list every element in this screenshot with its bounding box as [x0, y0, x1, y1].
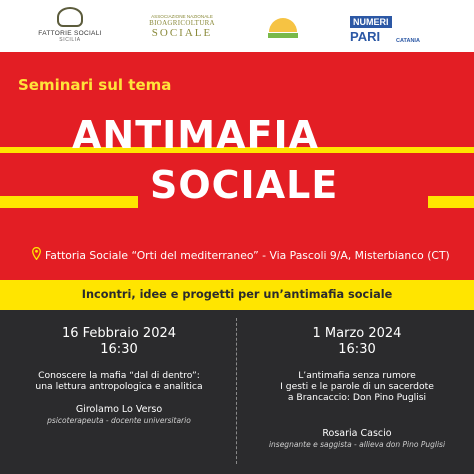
event-card-1 — [4, 326, 234, 425]
event-topic-line: una lettura antropologica e analitica — [35, 381, 203, 392]
logo-bar — [0, 0, 474, 52]
numeri-logo-line1: NUMERI — [350, 16, 392, 28]
event-speaker-role: insegnante e saggista - allieva don Pino Puglisi — [268, 440, 446, 449]
event-speaker-role: psicoterapeuta - docente universitario — [47, 416, 191, 425]
event-time: 16:30 — [100, 342, 138, 357]
event-time: 16:30 — [338, 342, 376, 357]
event-date: 1 Marzo 2024 — [312, 326, 402, 341]
event-topic — [4, 370, 234, 392]
numeri-pari-logo — [350, 10, 438, 44]
numeri-logo-line2: PARI — [350, 29, 381, 44]
sun-icon — [269, 18, 297, 32]
event-date: 16 Febbraio 2024 — [61, 326, 177, 341]
main-title-line2: SOCIALE — [150, 163, 339, 207]
fattorie-logo-subtext: SICILIA — [59, 37, 81, 43]
map-pin-icon — [32, 247, 41, 260]
bio-logo-line2: BIOAGRICOLTURA — [149, 19, 215, 27]
main-title-line1: ANTIMAFIA — [72, 113, 320, 157]
event-topic-line: a Brancaccio: Don Pino Puglisi — [287, 392, 427, 403]
numeri-logo-line3: CATANIA — [396, 38, 420, 44]
event-topic-line: L’antimafia senza rumore — [298, 370, 416, 381]
event-card-2 — [242, 326, 472, 449]
bio-logo-line1: ASSOCIAZIONE NAZIONALE — [151, 14, 213, 19]
events-divider — [236, 318, 237, 464]
farm-emblem-icon — [57, 7, 83, 27]
event-speaker: Rosaria Cascio — [322, 428, 392, 439]
event-topic — [242, 370, 472, 403]
field-band-icon — [268, 33, 298, 38]
event-topic-line: I gesti e le parole di un sacerdote — [280, 381, 434, 392]
fattorie-sociali-logo — [30, 7, 110, 43]
tagline: Incontri, idee e progetti per un’antimafia sociale — [81, 288, 393, 301]
bioagricoltura-logo — [144, 14, 220, 39]
event-speaker: Girolamo Lo Verso — [75, 404, 163, 415]
seminar-subtitle: Seminari sul tema — [18, 76, 172, 94]
bio-logo-line3: SOCIALE — [151, 27, 213, 39]
venue-address: Fattoria Sociale “Orti del mediterraneo” - Via Pascoli 9/A, Misterbianco (CT) — [45, 249, 450, 262]
fattorie-logo-text: FATTORIE SOCIALI — [38, 30, 102, 37]
event-topic-line: Conoscere la mafia “dal di dentro”: — [38, 370, 200, 381]
sun-logo — [268, 18, 298, 38]
